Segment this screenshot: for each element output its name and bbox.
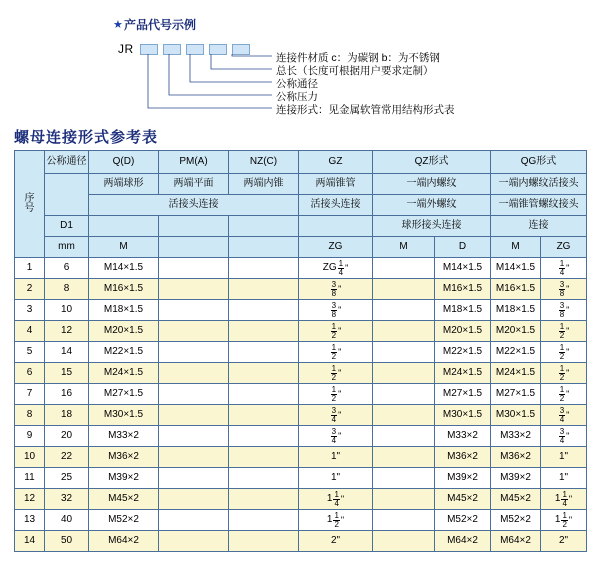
cell-gz: $\frac{3}{4}$ " xyxy=(299,426,373,447)
cell-pm xyxy=(159,321,229,342)
cell-seq: 6 xyxy=(15,363,45,384)
cell-qg-m: M24×1.5 xyxy=(491,363,541,384)
cell-qz-d: M24×1.5 xyxy=(435,363,491,384)
table-row xyxy=(15,321,587,342)
cell-gz: 1" xyxy=(299,447,373,468)
cell-qz-m xyxy=(373,279,435,300)
cell-seq: 12 xyxy=(15,489,45,510)
cell-qg-m: M16×1.5 xyxy=(491,279,541,300)
header-blank-q xyxy=(89,216,159,237)
cell-qg-zg: 1" xyxy=(541,447,587,468)
cell-seq: 5 xyxy=(15,342,45,363)
header-dn-blank xyxy=(45,174,89,216)
cell-q: M33×2 xyxy=(89,426,159,447)
header-unit-pm xyxy=(159,237,229,258)
cell-pm xyxy=(159,258,229,279)
cell-q: M20×1.5 xyxy=(89,321,159,342)
header-conn-qg: 连接 xyxy=(491,216,587,237)
cell-nz xyxy=(229,300,299,321)
table-row xyxy=(15,258,587,279)
legend-item-total-length: 总长（长度可根据用户要求定制） xyxy=(276,65,434,77)
cell-qz-d: M20×1.5 xyxy=(435,321,491,342)
cell-qg-m: M45×2 xyxy=(491,489,541,510)
cell-qg-m: M14×1.5 xyxy=(491,258,541,279)
product-code-legend xyxy=(0,0,600,116)
cell-qz-d: M45×2 xyxy=(435,489,491,510)
cell-qz-d: M52×2 xyxy=(435,510,491,531)
cell-pm xyxy=(159,405,229,426)
cell-gz: $\frac{3}{8}$ " xyxy=(299,279,373,300)
cell-qg-m: M33×2 xyxy=(491,426,541,447)
header-blank-gz xyxy=(299,216,373,237)
cell-seq: 7 xyxy=(15,384,45,405)
cell-nz xyxy=(229,531,299,552)
cell-seq: 9 xyxy=(15,426,45,447)
cell-qz-m xyxy=(373,447,435,468)
cell-qg-zg: 1 $\frac{1}{2}$ " xyxy=(541,510,587,531)
header-seq-label: 序 号 xyxy=(24,193,35,214)
cell-gz: $\frac{1}{2}$ " xyxy=(299,384,373,405)
cell-q: M64×2 xyxy=(89,531,159,552)
table-row xyxy=(15,363,587,384)
cell-nz xyxy=(229,426,299,447)
table-row xyxy=(15,510,587,531)
cell-pm xyxy=(159,447,229,468)
table-row xyxy=(15,447,587,468)
cell-qz-d: M64×2 xyxy=(435,531,491,552)
cell-q: M14×1.5 xyxy=(89,258,159,279)
cell-q: M45×2 xyxy=(89,489,159,510)
cell-qz-d: M36×2 xyxy=(435,447,491,468)
cell-nz xyxy=(229,510,299,531)
cell-qg-m: M64×2 xyxy=(491,531,541,552)
header-group-code-gz: GZ xyxy=(299,151,373,174)
cell-dn: 22 xyxy=(45,447,89,468)
legend-title: 产品代号示例 xyxy=(124,18,197,32)
header-type-qz: 一端内螺纹 xyxy=(373,174,491,195)
cell-qg-zg: $\frac{1}{2}$ " xyxy=(541,342,587,363)
cell-dn: 10 xyxy=(45,300,89,321)
cell-seq: 1 xyxy=(15,258,45,279)
header-subtype-qg: 一端锥管螺纹接头 xyxy=(491,195,587,216)
table-row xyxy=(15,468,587,489)
cell-dn: 14 xyxy=(45,342,89,363)
cell-qg-zg: $\frac{3}{4}$ " xyxy=(541,405,587,426)
cell-q: M30×1.5 xyxy=(89,405,159,426)
cell-qz-m xyxy=(373,489,435,510)
cell-nz xyxy=(229,468,299,489)
cell-pm xyxy=(159,531,229,552)
section-heading: 螺母连接形式参考表 xyxy=(14,129,159,146)
cell-nz xyxy=(229,279,299,300)
cell-gz: $\frac{3}{4}$ " xyxy=(299,405,373,426)
cell-dn: 16 xyxy=(45,384,89,405)
header-dn-sub: D1 xyxy=(45,216,89,237)
cell-q: M16×1.5 xyxy=(89,279,159,300)
cell-qg-m: M22×1.5 xyxy=(491,342,541,363)
table-header xyxy=(15,151,587,258)
cell-gz: 1 $\frac{1}{4}$ " xyxy=(299,489,373,510)
cell-qz-m xyxy=(373,405,435,426)
cell-qg-m: M18×1.5 xyxy=(491,300,541,321)
cell-pm xyxy=(159,510,229,531)
cell-seq: 2 xyxy=(15,279,45,300)
cell-qg-zg: $\frac{1}{2}$ " xyxy=(541,363,587,384)
cell-dn: 15 xyxy=(45,363,89,384)
cell-q: M39×2 xyxy=(89,468,159,489)
cell-qz-m xyxy=(373,468,435,489)
cell-seq: 13 xyxy=(15,510,45,531)
header-type-nz: 两端内锥 xyxy=(229,174,299,195)
table-row xyxy=(15,405,587,426)
header-conn-qz: 球形接头连接 xyxy=(373,216,491,237)
cell-pm xyxy=(159,279,229,300)
cell-pm xyxy=(159,363,229,384)
header-group-code-qg: QG形式 xyxy=(491,151,587,174)
header-unit-gz: ZG xyxy=(299,237,373,258)
cell-q: M36×2 xyxy=(89,447,159,468)
header-group-code-nz: NZ(C) xyxy=(229,151,299,174)
cell-qz-m xyxy=(373,321,435,342)
cell-dn: 8 xyxy=(45,279,89,300)
header-group-code-q: Q(D) xyxy=(89,151,159,174)
cell-qz-d: M30×1.5 xyxy=(435,405,491,426)
cell-qz-d: M22×1.5 xyxy=(435,342,491,363)
cell-qg-m: M36×2 xyxy=(491,447,541,468)
table-row xyxy=(15,489,587,510)
cell-qz-m xyxy=(373,342,435,363)
header-seq xyxy=(15,151,45,258)
cell-gz: $\frac{3}{8}$ " xyxy=(299,300,373,321)
cell-seq: 3 xyxy=(15,300,45,321)
cell-dn: 25 xyxy=(45,468,89,489)
cell-qg-zg: $\frac{3}{8}$ " xyxy=(541,300,587,321)
cell-dn: 12 xyxy=(45,321,89,342)
cell-dn: 32 xyxy=(45,489,89,510)
header-unit-qg-m: M xyxy=(491,237,541,258)
table-row xyxy=(15,426,587,447)
cell-nz xyxy=(229,384,299,405)
cell-qz-d: M18×1.5 xyxy=(435,300,491,321)
cell-q: M24×1.5 xyxy=(89,363,159,384)
legend-item-nominal-pressure: 公称压力 xyxy=(276,91,318,103)
cell-qz-d: M39×2 xyxy=(435,468,491,489)
cell-pm xyxy=(159,342,229,363)
header-dn-unit: mm xyxy=(45,237,89,258)
table-row xyxy=(15,531,587,552)
header-unit-qz-d: D xyxy=(435,237,491,258)
cell-qz-m xyxy=(373,531,435,552)
header-group-code-pm: PM(A) xyxy=(159,151,229,174)
cell-nz xyxy=(229,321,299,342)
cell-pm xyxy=(159,489,229,510)
header-conn-q-pm-nz: 活接头连接 xyxy=(89,195,299,216)
cell-pm xyxy=(159,426,229,447)
cell-qz-d: M16×1.5 xyxy=(435,279,491,300)
cell-qg-m: M27×1.5 xyxy=(491,384,541,405)
table-row xyxy=(15,300,587,321)
cell-qg-m: M39×2 xyxy=(491,468,541,489)
cell-qz-d: M27×1.5 xyxy=(435,384,491,405)
cell-nz xyxy=(229,342,299,363)
cell-gz: ZG $\frac{1}{4}$ " xyxy=(299,258,373,279)
cell-qz-d: M14×1.5 xyxy=(435,258,491,279)
header-type-qg: 一端内螺纹活接头 xyxy=(491,174,587,195)
cell-qz-m xyxy=(373,510,435,531)
cell-seq: 10 xyxy=(15,447,45,468)
header-blank-nz xyxy=(229,216,299,237)
legend-item-material: 连接件材质 c：为碳钢 b：为不锈钢 xyxy=(276,52,440,64)
cell-qz-d: M33×2 xyxy=(435,426,491,447)
cell-dn: 18 xyxy=(45,405,89,426)
cell-gz: 1 $\frac{1}{2}$ " xyxy=(299,510,373,531)
header-unit-qz-m: M xyxy=(373,237,435,258)
cell-gz: $\frac{1}{2}$ " xyxy=(299,342,373,363)
cell-dn: 40 xyxy=(45,510,89,531)
cell-qg-zg: 2" xyxy=(541,531,587,552)
cell-qg-zg: $\frac{1}{2}$ " xyxy=(541,321,587,342)
nut-connection-spec-table xyxy=(14,150,587,552)
cell-nz xyxy=(229,258,299,279)
table-body xyxy=(15,258,587,552)
cell-dn: 6 xyxy=(45,258,89,279)
legend-item-nominal-diameter: 公称通径 xyxy=(276,78,318,90)
cell-seq: 4 xyxy=(15,321,45,342)
cell-qg-zg: 1 $\frac{1}{4}$ " xyxy=(541,489,587,510)
cell-seq: 8 xyxy=(15,405,45,426)
spec-table-wrapper xyxy=(14,150,586,552)
cell-qg-zg: 1" xyxy=(541,468,587,489)
product-code-prefix: JR xyxy=(118,42,134,56)
header-type-pm: 两端平面 xyxy=(159,174,229,195)
cell-gz: 2" xyxy=(299,531,373,552)
cell-qg-m: M30×1.5 xyxy=(491,405,541,426)
cell-qg-zg: $\frac{3}{8}$ " xyxy=(541,279,587,300)
cell-qg-zg: $\frac{3}{4}$ " xyxy=(541,426,587,447)
table-row xyxy=(15,384,587,405)
cell-qg-m: M52×2 xyxy=(491,510,541,531)
cell-gz: $\frac{1}{2}$ " xyxy=(299,321,373,342)
cell-qg-zg: $\frac{1}{2}$ " xyxy=(541,384,587,405)
header-group-code-qz: QZ形式 xyxy=(373,151,491,174)
header-blank-pm xyxy=(159,216,229,237)
header-conn-gz: 活接头连接 xyxy=(299,195,373,216)
cell-qg-zg: $\frac{1}{4}$ " xyxy=(541,258,587,279)
cell-pm xyxy=(159,384,229,405)
cell-q: M27×1.5 xyxy=(89,384,159,405)
cell-q: M52×2 xyxy=(89,510,159,531)
cell-qz-m xyxy=(373,384,435,405)
cell-qg-m: M20×1.5 xyxy=(491,321,541,342)
star-icon: ★ xyxy=(113,19,123,31)
header-unit-qg-zg: ZG xyxy=(541,237,587,258)
cell-gz: $\frac{1}{2}$ " xyxy=(299,363,373,384)
cell-qz-m xyxy=(373,363,435,384)
cell-dn: 50 xyxy=(45,531,89,552)
cell-q: M18×1.5 xyxy=(89,300,159,321)
header-subtype-qz: 一端外螺纹 xyxy=(373,195,491,216)
cell-q: M22×1.5 xyxy=(89,342,159,363)
header-type-gz: 两端锥管 xyxy=(299,174,373,195)
legend-item-connection-form: 连接形式：见金属软管常用结构形式表 xyxy=(276,104,455,116)
cell-pm xyxy=(159,300,229,321)
cell-nz xyxy=(229,363,299,384)
cell-seq: 14 xyxy=(15,531,45,552)
cell-qz-m xyxy=(373,426,435,447)
cell-dn: 20 xyxy=(45,426,89,447)
cell-qz-m xyxy=(373,300,435,321)
cell-nz xyxy=(229,489,299,510)
header-unit-nz xyxy=(229,237,299,258)
cell-qz-m xyxy=(373,258,435,279)
cell-seq: 11 xyxy=(15,468,45,489)
table-row xyxy=(15,279,587,300)
table-row xyxy=(15,342,587,363)
header-unit-q: M xyxy=(89,237,159,258)
cell-nz xyxy=(229,447,299,468)
cell-gz: 1" xyxy=(299,468,373,489)
header-type-q: 两端球形 xyxy=(89,174,159,195)
cell-nz xyxy=(229,405,299,426)
header-dn-label: 公称通径 xyxy=(45,151,89,174)
cell-pm xyxy=(159,468,229,489)
